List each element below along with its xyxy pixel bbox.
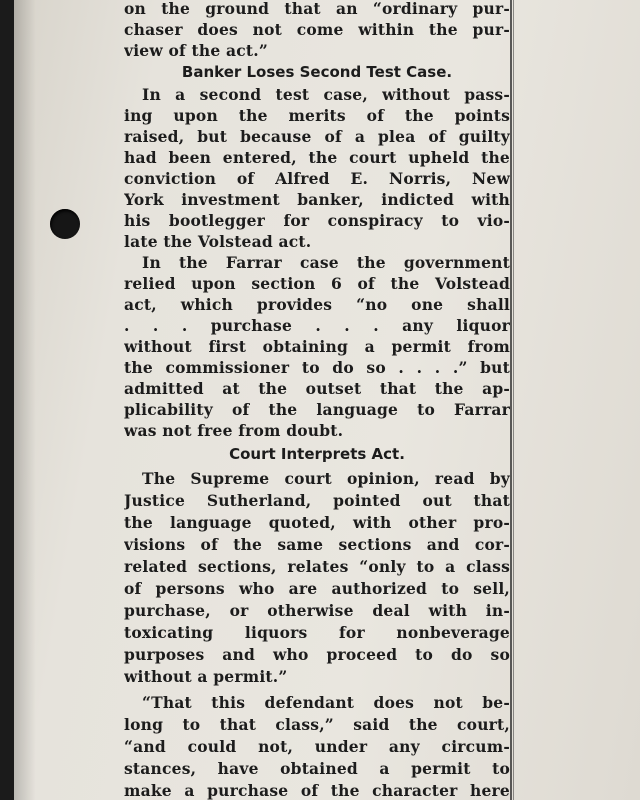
article-text-line: view of the act.” — [124, 41, 268, 60]
article-text-line: related sections, relates “only to a class — [124, 557, 510, 576]
article-text-line: In a second test case, without pass- — [142, 85, 510, 104]
article-text-line: In the Farrar case the government — [142, 253, 510, 272]
section-subhead: Banker Loses Second Test Case. — [181, 63, 453, 81]
article-text-line: chaser does not come within the pur- — [124, 20, 510, 39]
article-text-line: The Supreme court opinion, read by — [142, 469, 510, 488]
article-text-line: conviction of Alfred E. Norris, New — [124, 169, 510, 188]
article-text-line: without first obtaining a permit from — [124, 337, 510, 356]
binding-hole — [50, 209, 80, 239]
article-text-line: “and could not, under any circum- — [124, 737, 510, 756]
newspaper-page — [14, 0, 640, 800]
article-text-line: the commissioner to do so . . . .” but — [124, 358, 510, 377]
article-text-line: long to that class,” said the court, — [124, 715, 510, 734]
article-text-line: admitted at the outset that the ap- — [124, 379, 510, 398]
article-text-line: make a purchase of the character here — [124, 781, 510, 800]
column-rule — [510, 0, 512, 800]
section-subhead: Court Interprets Act. — [229, 445, 405, 463]
article-text-line: late the Volstead act. — [124, 232, 312, 251]
article-text-line: on the ground that an “ordinary pur- — [124, 0, 510, 18]
article-text-line: visions of the same sections and cor- — [124, 535, 510, 554]
article-text-line: “That this defendant does not be- — [142, 693, 510, 712]
article-text-line: had been entered, the court upheld the — [124, 148, 510, 167]
article-text-line: purchase, or otherwise deal with in- — [124, 601, 510, 620]
article-text-line: of persons who are authorized to sell, — [124, 579, 510, 598]
article-text-line: purposes and who proceed to do so — [124, 645, 510, 664]
article-text-line: York investment banker, indicted with — [124, 190, 510, 209]
article-text-line: without a permit.” — [124, 667, 288, 686]
article-text-line: toxicating liquors for nonbeverage — [124, 623, 510, 642]
article-text-line: raised, but because of a plea of guilty — [124, 127, 510, 146]
article-text-line: . . . purchase . . . any liquor — [124, 316, 510, 335]
article-text-line: the language quoted, with other pro- — [124, 513, 510, 532]
article-text-line: ing upon the merits of the points — [124, 106, 510, 125]
article-text-line: relied upon section 6 of the Volstead — [124, 274, 510, 293]
article-text-line: act, which provides “no one shall — [124, 295, 510, 314]
article-text-line: his bootlegger for conspiracy to vio- — [124, 211, 510, 230]
article-text-line: was not free from doubt. — [124, 421, 344, 440]
article-text-line: plicability of the language to Farrar — [124, 400, 510, 419]
column-rule-inner — [513, 0, 514, 800]
article-text-line: stances, have obtained a permit to — [124, 759, 510, 778]
article-text-line: Justice Sutherland, pointed out that — [124, 491, 510, 510]
